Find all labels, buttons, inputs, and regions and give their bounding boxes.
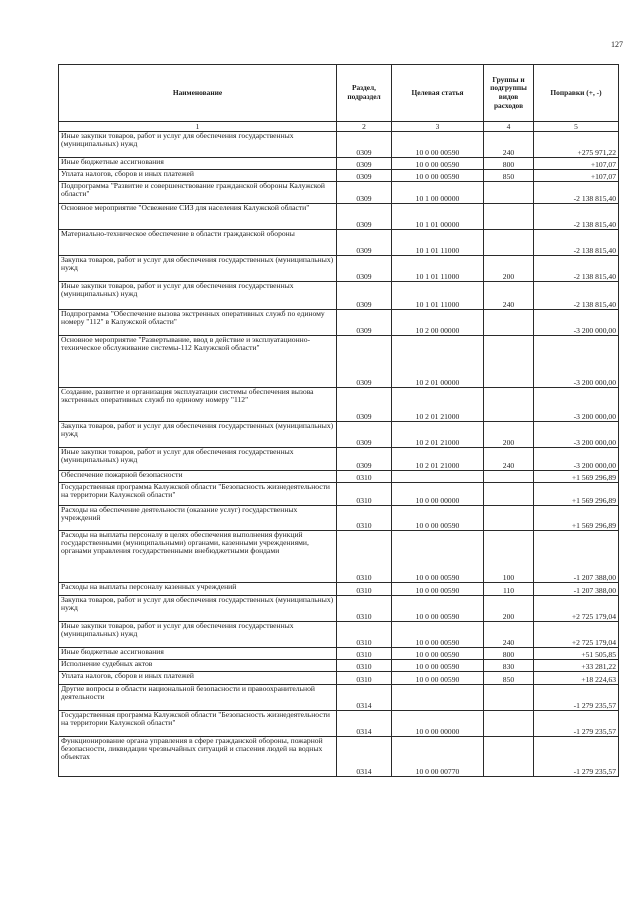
row-target: 10 0 00 00590 [392, 596, 484, 622]
header-target: Целевая статья [392, 65, 484, 122]
row-amendment: +1 569 296,89 [534, 506, 619, 531]
row-name: Иные закупки товаров, работ и услуг для обеспечения государственных (муниципальных) нужд [59, 132, 337, 158]
row-amendment: -2 138 815,40 [534, 182, 619, 204]
row-name: Расходы на выплаты персоналу казенных учреждений [59, 583, 337, 596]
row-section: 0309 [337, 132, 392, 158]
row-group [484, 483, 534, 506]
row-group [484, 230, 534, 256]
table-row [59, 282, 619, 310]
table-row [59, 583, 619, 596]
row-group: 850 [484, 170, 534, 182]
row-name: Функционирование органа управления в сфере гражданской обороны, пожарной безопасности, ликвидации чрезвычайных ситуаций и спасения людей на водных объектах [59, 737, 337, 777]
header-name: Наименование [59, 65, 337, 122]
budget-table [58, 64, 619, 777]
row-amendment: -3 200 000,00 [534, 448, 619, 471]
row-amendment: +51 505,85 [534, 648, 619, 660]
table-row [59, 182, 619, 204]
table-row [59, 158, 619, 170]
row-group: 100 [484, 531, 534, 583]
row-section: 0310 [337, 660, 392, 672]
table-row [59, 648, 619, 660]
row-target: 10 1 01 11000 [392, 256, 484, 282]
row-target: 10 2 00 00000 [392, 310, 484, 336]
row-section: 0314 [337, 737, 392, 777]
table-row [59, 170, 619, 182]
row-name: Уплата налогов, сборов и иных платежей [59, 170, 337, 182]
row-target: 10 2 01 21000 [392, 448, 484, 471]
row-name: Уплата налогов, сборов и иных платежей [59, 672, 337, 685]
row-name: Закупка товаров, работ и услуг для обеспечения государственных (муниципальных) нужд [59, 256, 337, 282]
column-number: 4 [484, 122, 534, 132]
row-name: Государственная программа Калужской области "Безопасность жизнедеятельности на территории Калужской области" [59, 711, 337, 737]
row-name: Другие вопросы в области национальной безопасности и правоохранительной деятельности [59, 685, 337, 711]
table-row [59, 388, 619, 422]
row-name: Иные бюджетные ассигнования [59, 158, 337, 170]
row-section: 0309 [337, 158, 392, 170]
table-row [59, 204, 619, 230]
column-number: 2 [337, 122, 392, 132]
header-group: Группы и подгруппы видов расходов [484, 65, 534, 122]
row-amendment: +275 971,22 [534, 132, 619, 158]
row-target: 10 2 01 21000 [392, 388, 484, 422]
header-section: Раздел, подраздел [337, 65, 392, 122]
row-amendment: -3 200 000,00 [534, 388, 619, 422]
row-name: Государственная программа Калужской области "Безопасность жизнедеятельности на территории Калужской области" [59, 483, 337, 506]
row-group: 240 [484, 448, 534, 471]
row-section: 0310 [337, 531, 392, 583]
column-number: 1 [59, 122, 337, 132]
row-section: 0309 [337, 256, 392, 282]
row-name: Основное мероприятие "Освежение СИЗ для населения Калужской области" [59, 204, 337, 230]
row-amendment: -2 138 815,40 [534, 282, 619, 310]
row-amendment: +1 569 296,89 [534, 483, 619, 506]
row-target: 10 0 00 00000 [392, 483, 484, 506]
row-target: 10 0 00 00770 [392, 737, 484, 777]
table-row [59, 448, 619, 471]
row-group: 200 [484, 256, 534, 282]
table-row [59, 685, 619, 711]
row-group [484, 685, 534, 711]
row-target: 10 1 01 00000 [392, 204, 484, 230]
row-group: 850 [484, 672, 534, 685]
row-group [484, 737, 534, 777]
row-section: 0309 [337, 310, 392, 336]
row-name: Иные закупки товаров, работ и услуг для обеспечения государственных (муниципальных) нужд [59, 448, 337, 471]
header-amendment: Поправки (+, -) [534, 65, 619, 122]
table-row [59, 531, 619, 583]
row-group: 240 [484, 622, 534, 648]
row-section: 0310 [337, 583, 392, 596]
table-row [59, 622, 619, 648]
row-name: Исполнение судебных актов [59, 660, 337, 672]
row-section: 0309 [337, 230, 392, 256]
row-section: 0314 [337, 685, 392, 711]
row-amendment: -3 200 000,00 [534, 336, 619, 388]
row-amendment: +33 281,22 [534, 660, 619, 672]
row-amendment: -1 207 388,00 [534, 583, 619, 596]
row-target: 10 0 00 00590 [392, 672, 484, 685]
row-section: 0309 [337, 204, 392, 230]
row-section: 0310 [337, 483, 392, 506]
table-row [59, 506, 619, 531]
row-section: 0310 [337, 672, 392, 685]
row-target: 10 2 01 00000 [392, 336, 484, 388]
row-name: Расходы на выплаты персоналу в целях обеспечения выполнения функций государственными (муниципальными) органами, казенными учреждениями, органами управления государственными внебюджетными фондами [59, 531, 337, 583]
row-amendment: -1 207 388,00 [534, 531, 619, 583]
row-name: Расходы на обеспечение деятельности (оказание услуг) государственных учреждений [59, 506, 337, 531]
row-target: 10 1 01 11000 [392, 282, 484, 310]
row-amendment: -2 138 815,40 [534, 256, 619, 282]
row-group: 110 [484, 583, 534, 596]
row-section: 0309 [337, 170, 392, 182]
column-number: 5 [534, 122, 619, 132]
row-target: 10 0 00 00590 [392, 648, 484, 660]
row-section: 0309 [337, 182, 392, 204]
row-target: 10 0 00 00590 [392, 506, 484, 531]
row-amendment: +18 224,63 [534, 672, 619, 685]
row-name: Подпрограмма "Развитие и совершенствование гражданской обороны Калужской области" [59, 182, 337, 204]
row-name: Материально-техническое обеспечение в области гражданской обороны [59, 230, 337, 256]
row-amendment: +2 725 179,04 [534, 596, 619, 622]
row-target: 10 0 00 00000 [392, 711, 484, 737]
table-row [59, 483, 619, 506]
table-row [59, 422, 619, 448]
row-name: Создание, развитие и организация эксплуатации системы обеспечения вызова экстренных оперативных служб по единому номеру "112" [59, 388, 337, 422]
row-name: Иные закупки товаров, работ и услуг для обеспечения государственных (муниципальных) нужд [59, 282, 337, 310]
row-name: Иные бюджетные ассигнования [59, 648, 337, 660]
row-group: 830 [484, 660, 534, 672]
row-target: 10 0 00 00590 [392, 132, 484, 158]
row-group [484, 310, 534, 336]
row-amendment: -1 279 235,57 [534, 737, 619, 777]
row-amendment: +2 725 179,04 [534, 622, 619, 648]
table-row [59, 310, 619, 336]
row-name: Обеспечение пожарной безопасности [59, 471, 337, 483]
row-name: Иные закупки товаров, работ и услуг для обеспечения государственных (муниципальных) нужд [59, 622, 337, 648]
table-row [59, 711, 619, 737]
row-section: 0309 [337, 448, 392, 471]
table-row [59, 230, 619, 256]
row-group [484, 204, 534, 230]
row-section: 0314 [337, 711, 392, 737]
column-number-row [59, 122, 619, 132]
row-target [392, 471, 484, 483]
row-amendment: -3 200 000,00 [534, 422, 619, 448]
row-target: 10 0 00 00590 [392, 583, 484, 596]
row-section: 0310 [337, 648, 392, 660]
table-row [59, 471, 619, 483]
table-row [59, 132, 619, 158]
row-section: 0310 [337, 506, 392, 531]
table-row [59, 256, 619, 282]
row-group [484, 182, 534, 204]
table-header-row [59, 65, 619, 122]
row-group: 200 [484, 422, 534, 448]
row-group [484, 711, 534, 737]
row-amendment: +1 569 296,89 [534, 471, 619, 483]
table-row [59, 596, 619, 622]
row-amendment: -1 279 235,57 [534, 685, 619, 711]
row-group: 240 [484, 132, 534, 158]
row-target: 10 2 01 21000 [392, 422, 484, 448]
row-target: 10 0 00 00590 [392, 531, 484, 583]
row-amendment: -1 279 235,57 [534, 711, 619, 737]
row-target: 10 0 00 00590 [392, 660, 484, 672]
row-group [484, 506, 534, 531]
row-amendment: -3 200 000,00 [534, 310, 619, 336]
row-amendment: -2 138 815,40 [534, 204, 619, 230]
row-target [392, 685, 484, 711]
row-section: 0309 [337, 422, 392, 448]
row-section: 0310 [337, 622, 392, 648]
row-group [484, 336, 534, 388]
row-group [484, 471, 534, 483]
row-amendment: -2 138 815,40 [534, 230, 619, 256]
row-section: 0310 [337, 471, 392, 483]
row-target: 10 0 00 00590 [392, 158, 484, 170]
row-target: 10 0 00 00590 [392, 170, 484, 182]
row-amendment: +107,07 [534, 158, 619, 170]
row-section: 0310 [337, 596, 392, 622]
column-number: 3 [392, 122, 484, 132]
row-group [484, 388, 534, 422]
page-number: 127 [611, 40, 623, 49]
table-row [59, 737, 619, 777]
row-target: 10 1 00 00000 [392, 182, 484, 204]
row-section: 0309 [337, 282, 392, 310]
row-section: 0309 [337, 336, 392, 388]
row-group: 200 [484, 596, 534, 622]
row-name: Закупка товаров, работ и услуг для обеспечения государственных (муниципальных) нужд [59, 422, 337, 448]
table-row [59, 672, 619, 685]
row-name: Подпрограмма "Обеспечение вызова экстренных оперативных служб по единому номеру "112" в Калужской области" [59, 310, 337, 336]
row-target: 10 1 01 11000 [392, 230, 484, 256]
row-name: Основное мероприятие "Развертывание, ввод в действие и эксплуатационно-техническое обслуживание системы-112 Калужской области" [59, 336, 337, 388]
row-amendment: +107,07 [534, 170, 619, 182]
table-row [59, 336, 619, 388]
row-group: 800 [484, 648, 534, 660]
row-group: 800 [484, 158, 534, 170]
row-target: 10 0 00 00590 [392, 622, 484, 648]
table-row [59, 660, 619, 672]
row-name: Закупка товаров, работ и услуг для обеспечения государственных (муниципальных) нужд [59, 596, 337, 622]
row-group: 240 [484, 282, 534, 310]
row-section: 0309 [337, 388, 392, 422]
